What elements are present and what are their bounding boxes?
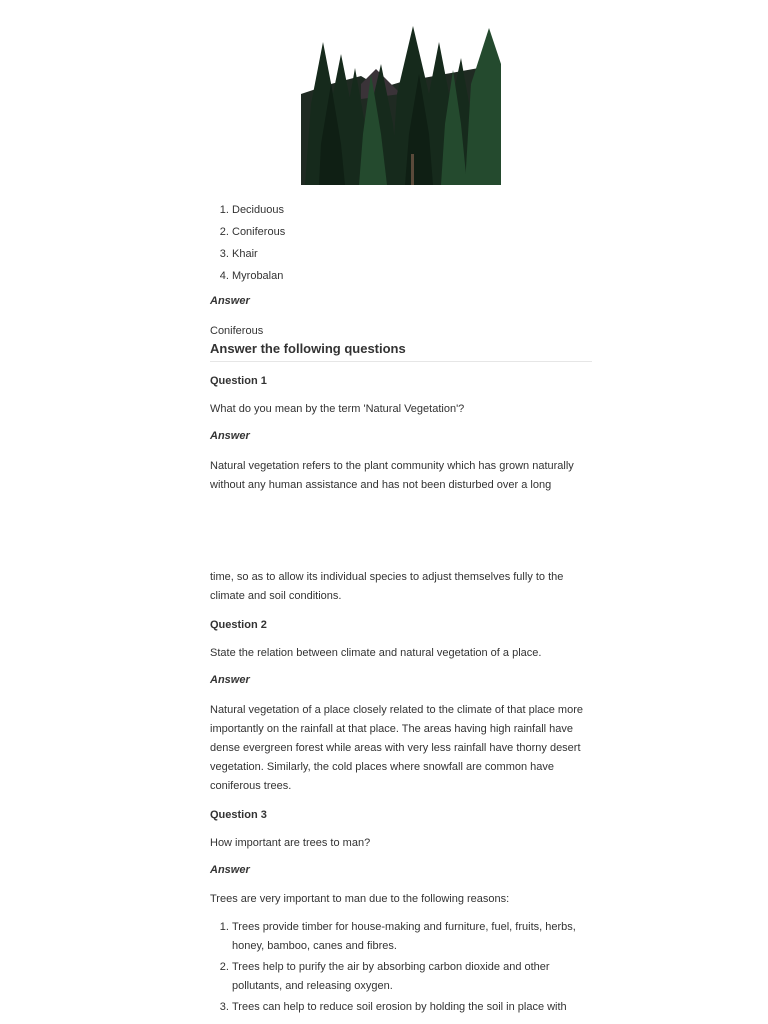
list-item: 3. Trees can help to reduce soil erosion by holding the soil in place with	[232, 998, 592, 1017]
answer-1-part1: Natural vegetation refers to the plant community which has grown naturally without any human assistance and has not been disturbed over a long	[210, 460, 574, 491]
answer-1-part2: time, so as to allow its individual species to adjust themselves fully to the climate and soil conditions.	[210, 571, 564, 602]
reasons-list	[210, 918, 592, 1019]
question-3-text: How important are trees to man?	[210, 837, 371, 849]
option-list	[210, 200, 285, 288]
divider	[210, 361, 592, 362]
coniferous-trees-image	[301, 24, 501, 185]
question-1-text: What do you mean by the term 'Natural Vegetation'?	[210, 403, 465, 415]
answer-label: Answer	[210, 864, 250, 876]
list-item: 3. Khair	[232, 244, 285, 266]
question-2-label: Question 2	[210, 619, 267, 631]
question-3-label: Question 3	[210, 809, 267, 821]
question-2-text: State the relation between climate and natural vegetation of a place.	[210, 647, 542, 659]
list-item: 1. Deciduous	[232, 200, 285, 222]
list-item: 4. Myrobalan	[232, 266, 285, 288]
section-title: Answer the following questions	[210, 341, 406, 356]
list-item: 1. Trees provide timber for house-making and furniture, fuel, fruits, herbs, honey, bamboo, canes and fibres.	[232, 918, 592, 956]
answer-label: Answer	[210, 430, 250, 442]
list-item: 2. Coniferous	[232, 222, 285, 244]
answer-3-intro: Trees are very important to man due to the following reasons:	[210, 893, 510, 905]
list-item: 2. Trees help to purify the air by absorbing carbon dioxide and other pollutants, and releasing oxygen.	[232, 958, 592, 996]
answer-label: Answer	[210, 295, 250, 307]
answer-2-text: Natural vegetation of a place closely related to the climate of that place more importantly on the rainfall at that place. The areas having high rainfall have dense evergreen forest while areas with very less rainfall have thorny desert vegetation. Similarly, the cold places where snowfall are common have coniferous trees.	[210, 704, 583, 792]
answer-label: Answer	[210, 674, 250, 686]
question-1-label: Question 1	[210, 375, 267, 387]
answer-text: Coniferous	[210, 325, 264, 337]
